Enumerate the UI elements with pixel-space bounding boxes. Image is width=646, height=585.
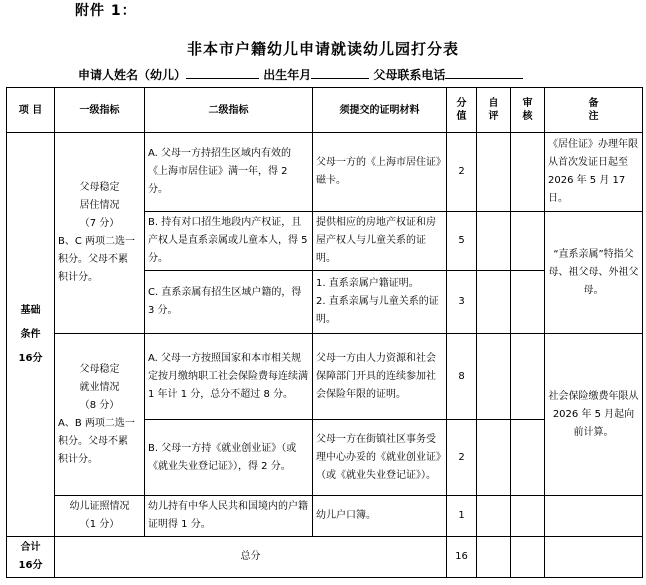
level1-residence: 父母稳定 居住情况 （7 分） B、C 两项二选一 积分。父母不累 积计分。 (55, 133, 145, 334)
audit-cell[interactable] (511, 271, 545, 334)
table-row (7, 496, 643, 537)
level2-text: A. 父母一方按照国家和本市相关规定按月缴纳职工社会保险费每连续满 1 年计 1 分，总分不超过 8 分。 (145, 334, 313, 420)
header-materials: 须提交的证明材料 (313, 88, 447, 133)
self-assess-cell[interactable] (477, 212, 511, 271)
score-value: 1 (447, 496, 477, 537)
level2-text: A. 父母一方持招生区域内有效的《上海市居住证》满一年，得 2 分。 (145, 133, 313, 212)
level2-text: B. 父母一方持《就业创业证》（或《就业失业登记证》），得 2 分。 (145, 420, 313, 496)
materials-text: 幼儿户口簿。 (313, 496, 447, 537)
score-value: 2 (447, 420, 477, 496)
applicant-info-line (78, 66, 523, 83)
total-audit-cell[interactable] (511, 537, 545, 578)
materials-text: 父母一方由人力资源和社会保障部门开具的连续参加社会保险年限的证明。 (313, 334, 447, 420)
self-assess-cell[interactable] (477, 496, 511, 537)
header-level2: 二级指标 (145, 88, 313, 133)
materials-text: 1. 直系亲属户籍证明。 2. 直系亲属与儿童关系的证明。 (313, 271, 447, 334)
scoring-table (6, 87, 643, 578)
total-remark-cell (545, 537, 643, 578)
applicant-name-blank[interactable] (186, 66, 259, 79)
audit-cell[interactable] (511, 334, 545, 420)
total-row (7, 537, 643, 578)
self-assess-cell[interactable] (477, 133, 511, 212)
self-assess-cell[interactable] (477, 271, 511, 334)
header-remark: 备 注 (545, 88, 643, 133)
audit-cell[interactable] (511, 420, 545, 496)
parent-phone-label: 父母联系电话 (373, 68, 446, 82)
materials-text: 父母一方在街镇社区事务受理中心办妥的《就业创业证》（或《就业失业登记证》）。 (313, 420, 447, 496)
remark-text: 《居住证》办理年限从首次发证日起至 2026 年 5 月 17 日。 (545, 133, 643, 212)
header-level1: 一级指标 (55, 88, 145, 133)
level1-employment: 父母稳定 就业情况 （8 分） A、B 两项二选一 积分。父母不累 积计分。 (55, 334, 145, 496)
score-value: 3 (447, 271, 477, 334)
category-basic-conditions: 基础 条件 16分 (7, 133, 55, 537)
level2-text: B. 持有对口招生地段内产权证，且产权人是直系亲属或儿童本人，得 5 分。 (145, 212, 313, 271)
applicant-name-label: 申请人姓名（幼儿） (78, 68, 187, 82)
total-score-label: 总分 (55, 537, 447, 578)
materials-text: 提供相应的房地产权证和房屋产权人与儿童关系的证明。 (313, 212, 447, 271)
table-row (7, 334, 643, 420)
score-value: 5 (447, 212, 477, 271)
remark-text: “直系亲属”特指父母、祖父母、外祖父母。 (545, 212, 643, 334)
remark-cell (545, 496, 643, 537)
birth-date-label: 出生年月 (263, 68, 312, 82)
birth-date-blank[interactable] (311, 66, 369, 79)
total-label: 合计 16分 (7, 537, 55, 578)
page-title: 非本市户籍幼儿申请就读幼儿园打分表 (186, 40, 459, 58)
annex-label: 附件 1： (75, 3, 137, 19)
score-value: 8 (447, 334, 477, 420)
self-assess-cell[interactable] (477, 420, 511, 496)
self-assess-cell[interactable] (477, 334, 511, 420)
level2-text: 幼儿持有中华人民共和国境内的户籍证明得 1 分。 (145, 496, 313, 537)
materials-text: 父母一方的《上海市居住证》磁卡。 (313, 133, 447, 212)
header-item: 项 目 (7, 88, 55, 133)
total-score-value: 16 (447, 537, 477, 578)
table-header-row (7, 88, 643, 133)
level1-child-documents: 幼儿证照情况 （1 分） (55, 496, 145, 537)
audit-cell[interactable] (511, 496, 545, 537)
audit-cell[interactable] (511, 212, 545, 271)
total-self-assess-cell[interactable] (477, 537, 511, 578)
parent-phone-blank[interactable] (445, 66, 523, 79)
remark-text: 社会保险缴费年限从 2026 年 5 月起向前计算。 (545, 334, 643, 496)
score-value: 2 (447, 133, 477, 212)
header-audit: 审 核 (511, 88, 545, 133)
level2-text: C. 直系亲属有招生区域户籍的，得 3 分。 (145, 271, 313, 334)
table-row (7, 133, 643, 212)
header-score: 分 值 (447, 88, 477, 133)
header-self-assess: 自 评 (477, 88, 511, 133)
audit-cell[interactable] (511, 133, 545, 212)
